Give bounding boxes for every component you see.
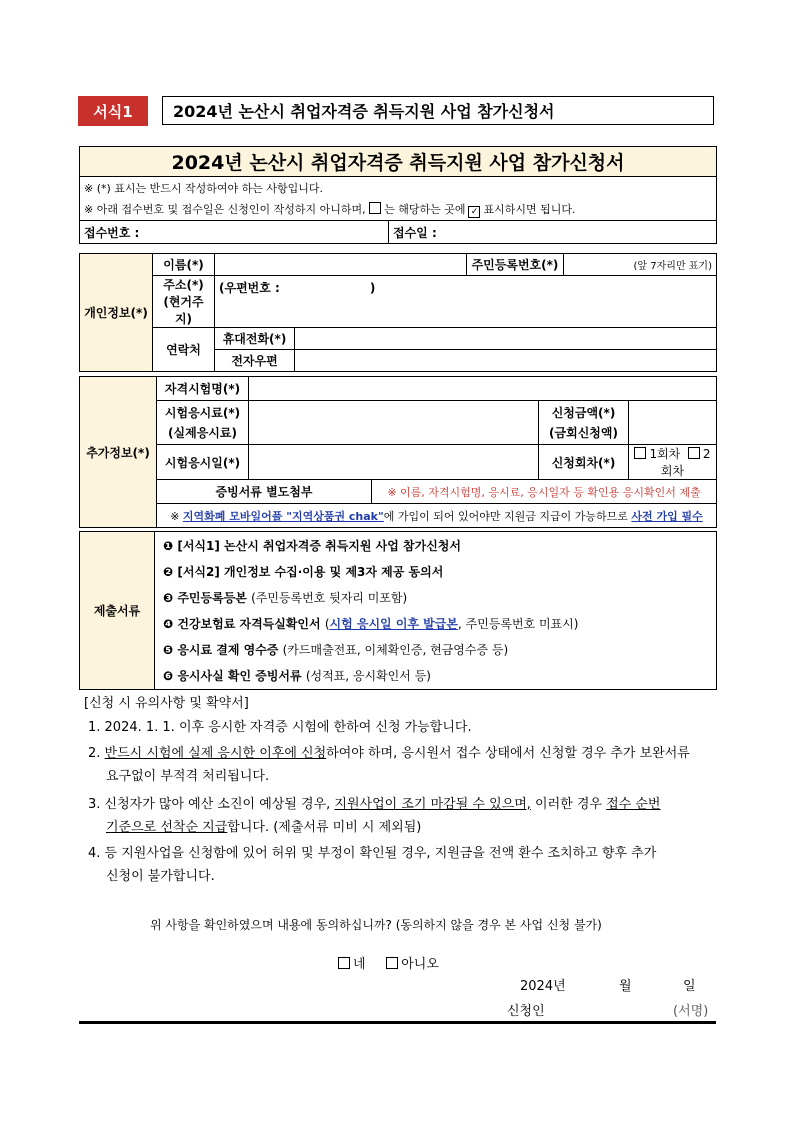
round2-checkbox[interactable]: [688, 447, 700, 459]
email-input[interactable]: [295, 350, 717, 372]
mobile-label: 휴대전화(*): [215, 328, 295, 350]
date-day: 일: [683, 979, 696, 994]
document-item: ❷ [서식2] 개인정보 수집·이용 및 제3자 제공 동의서: [163, 565, 444, 579]
pre-signup-required: 사전 가입 필수: [631, 509, 703, 523]
evidence-label: 증빙서류 별도첨부: [157, 480, 372, 504]
document-item: ❹ 건강보험료 자격득실확인서 ( 시험 응시일 이후 발급본 , 주민등록번호 미표시): [163, 616, 579, 631]
document-item: ❺ 응시료 결제 영수증 (카드매출전표, 이체확인증, 현금영수증 등): [163, 643, 509, 657]
document-item: ❻ 응시사실 확인 증빙서류 (성적표, 응시확인서 등): [163, 669, 431, 683]
notice-item-2: 2. 반드시 시험에 실제 응시한 이후에 신청하여야 하며, 응시원서 접수 상태에서 신청할 경우 추가 보완서류 요구없이 부적격 처리됩니다.: [88, 746, 690, 784]
document-item: ❶ [서식1] 논산시 취업자격증 취득지원 사업 참가신청서: [163, 539, 461, 553]
form-title: 2024년 논산시 취업자격증 취득지원 사업 참가신청서: [80, 147, 717, 177]
document-item: ❸ 주민등록등본 (주민등록번호 뒷자리 미포함): [163, 591, 408, 605]
documents-list: [155, 532, 717, 690]
receipt-date-field[interactable]: 접수일 :: [389, 221, 717, 244]
rrn-label: 주민등록번호(*): [467, 254, 564, 276]
personal-info-table: [79, 253, 717, 372]
applicant-label: 신청인: [507, 1004, 545, 1019]
name-label: 이름(*): [153, 254, 215, 276]
required-note: ※ (*) 표시는 반드시 작성하여야 하는 사항입니다.: [80, 177, 717, 199]
consent-question: 위 사항을 확인하였으며 내용에 동의하십니까? (동의하지 않을 경우 본 사업 신청 불가): [150, 918, 602, 932]
page-title: 2024년 논산시 취업자격증 취득지원 사업 참가신청서: [162, 96, 714, 125]
extra-section-label: 추가정보(*): [80, 377, 157, 528]
notice-item-1: 1. 2024. 1. 1. 이후 응시한 자격증 시험에 한하여 신청 가능합니다.: [88, 720, 472, 735]
notice-item-4: 4. 등 지원사업을 신청함에 있어 허위 및 부정이 확인될 경우, 지원금을 전액 환수 조치하고 향후 추가 신청이 불가합니다.: [88, 846, 657, 884]
checked-sample-icon: ✓: [468, 206, 480, 218]
receipt-number-field[interactable]: 접수번호 :: [80, 221, 389, 244]
cert-name-label: 자격시험명(*): [157, 377, 249, 401]
app-notice: ※ 지역화폐 모바일어플 "지역상품권 chak"에 가입이 되어 있어야만 지원금 지급이 가능하므로 사전 가입 필수: [157, 504, 717, 528]
apply-round-label: 신청회차(*): [539, 445, 629, 480]
email-label: 전자우편: [215, 350, 295, 372]
cert-name-input[interactable]: [249, 377, 717, 401]
address-label: 주소(*) (현거주지): [153, 276, 215, 328]
address-input[interactable]: (우편번호 : ): [215, 276, 717, 328]
documents-table: [79, 531, 717, 690]
bottom-divider: [79, 1021, 716, 1024]
name-input[interactable]: [215, 254, 467, 276]
extra-info-table: [79, 376, 717, 528]
rrn-input[interactable]: (앞 7자리만 표기): [564, 254, 717, 276]
exam-date-label: 시험응시일(*): [157, 445, 249, 480]
receipt-note: ※ 아래 접수번호 및 접수일은 신청인이 작성하지 아니하며, 는 해당하는 곳에 ✓ 표시하시면 됩니다.: [80, 199, 717, 221]
apply-amount-input[interactable]: [629, 401, 717, 445]
signature-field[interactable]: (서명): [673, 1004, 709, 1019]
consent-yes-checkbox[interactable]: [338, 957, 350, 969]
exam-fee-input[interactable]: [249, 401, 539, 445]
date-month: 월: [619, 979, 632, 994]
documents-section-label: 제출서류: [80, 532, 155, 690]
form-badge: 서식1: [78, 96, 148, 126]
evidence-note: ※ 이름, 자격시험명, 응시료, 응시일자 등 확인용 응시확인서 제출: [372, 480, 717, 504]
personal-section-label: 개인정보(*): [80, 254, 153, 372]
exam-fee-label: 시험응시료(*) (실제응시료): [157, 401, 249, 445]
app-name-link[interactable]: 지역화폐 모바일어플 "지역상품권 chak": [182, 509, 384, 523]
date-year: 2024년: [520, 979, 566, 994]
mobile-input[interactable]: [295, 328, 717, 350]
apply-round-options: 1회차 2회차: [629, 445, 717, 480]
exam-date-input[interactable]: [249, 445, 539, 480]
consent-no-checkbox[interactable]: [386, 957, 398, 969]
contact-label: 연락처: [153, 328, 215, 372]
notice-heading: [신청 시 유의사항 및 확약서]: [84, 696, 249, 711]
checkbox-sample-icon: [369, 202, 381, 214]
form-header-table: [79, 146, 717, 244]
notice-item-3: 3. 신청자가 많아 예산 소진이 예상될 경우, 지원사업이 조기 마감될 수 있으며, 이러한 경우 접수 순번 기준으로 선착순 지급합니다. (제출서류 미비 시 제외됨): [88, 797, 661, 835]
consent-options: 네 아니오: [338, 953, 439, 972]
round1-checkbox[interactable]: [634, 447, 646, 459]
apply-amount-label: 신청금액(*) (금회신청액): [539, 401, 629, 445]
